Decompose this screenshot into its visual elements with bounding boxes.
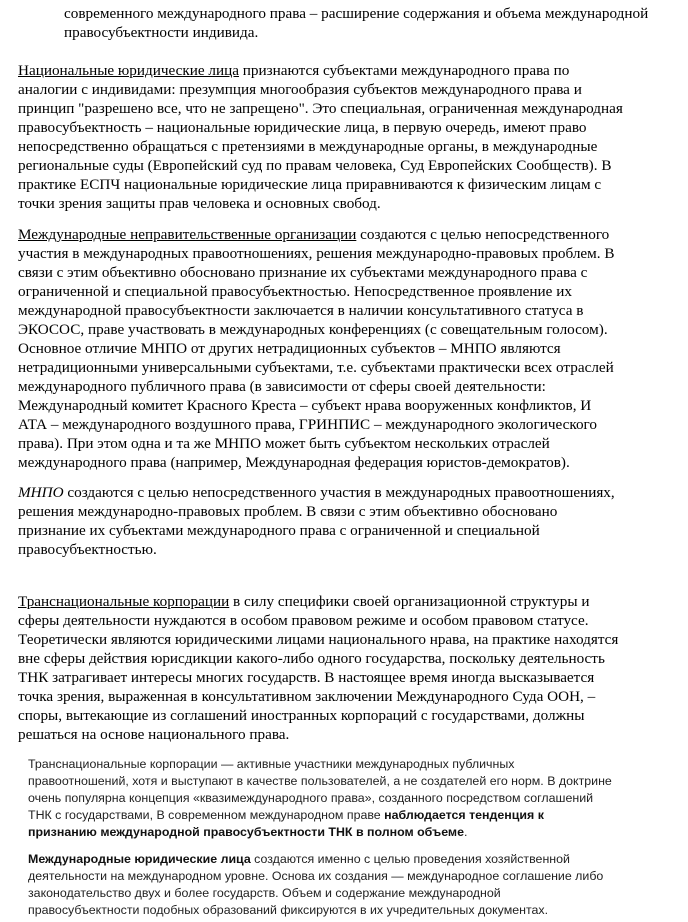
text-fragment: ТНК с государствами, В современном международном праве — [28, 808, 385, 822]
text-line: правосубъектность – национальные юридические лица, в первую очередь, имеют право — [18, 119, 587, 136]
text-line: Теоретически являются юридическими лицами национального нрава, на практике находятся — [18, 631, 619, 648]
paragraph-ngo — [18, 225, 615, 472]
text-line: правосубъектности подобных образований фиксируются в их учредительных документах. — [28, 903, 549, 917]
text-line: Международный комитет Красного Креста – субъект нрава вооруженных конфликтов, И — [18, 397, 592, 414]
text-line: споры, вытекающие из соглашений иностранных корпораций с государствами, должны — [18, 707, 585, 724]
paragraph-top-fragment — [64, 4, 648, 42]
text-line: региональные суды (Европейский суд по правам человека, Суд Европейских Сообществ). В — [18, 157, 612, 174]
text-line: участия в международных правоотношениях, решения международно-правовых проблем. В — [18, 245, 615, 262]
text-line: принцип "разрешено все, что не запрещено". Это специальная, ограниченная международная — [18, 100, 623, 117]
text-line — [18, 61, 623, 80]
text-line: международного публичного права (в зависимости от сферы своей деятельности: — [18, 378, 546, 395]
paragraph-intl-legal-entities — [28, 851, 603, 919]
text-line: точка зрения, выраженная в консультативном заключении Международного Суда ООН, – — [18, 688, 596, 705]
text-line: признание их субъектами международного права с ограниченной и специальной — [18, 522, 540, 539]
text-line: аналогии с индивидами: презумпция многообразия субъектов международного права и — [18, 81, 582, 98]
text-fragment: создаются с целью непосредственного — [356, 226, 610, 243]
term-tnc: Транснациональные корпорации — [18, 593, 230, 610]
text-fragment: признаются субъектами международного права по — [238, 62, 570, 79]
text-line: практике ЕСПЧ национальные юридические лица приравниваются к физическим лицам с — [18, 176, 602, 193]
text-line: законодательство двух и более государств. Объем и содержание международной — [28, 886, 501, 900]
text-line — [18, 592, 618, 611]
paragraph-tnc — [18, 592, 618, 744]
text-line: правосубъектности индивида. — [64, 24, 259, 41]
text-line — [28, 851, 603, 868]
text-line: ТНК затрагивает интересы многих государств. В настоящее время иногда высказывается — [18, 669, 595, 686]
text-line: правоотношений, хотя и выступают в качестве пользователей, а не создателей его норм. В доктрине — [28, 774, 612, 788]
emphasis-recognition: признанию международной правосубъектности ТНК в полном объеме — [28, 825, 464, 839]
text-line: решения международно-правовых проблем. В связи с этим объективно обосновано — [18, 503, 558, 520]
text-line — [28, 807, 612, 824]
text-line: права). При этом одна и та же МНПО может быть субъектом нескольких отраслей — [18, 435, 550, 452]
text-line — [18, 483, 615, 502]
text-fragment: создаются именно с целью проведения хозяйственной — [250, 852, 570, 866]
text-fragment: создаются с целью непосредственного участия в международных правоотношениях, — [63, 484, 615, 501]
text-line: международной правосубъектности заключается в наличии консультативного статуса в — [18, 302, 584, 319]
text-line: нетрадиционными универсальными субъектами, т.е. субъектами практически всех отраслей — [18, 359, 614, 376]
term-mnpo: МНПО — [18, 484, 64, 501]
paragraph-tnc-note — [28, 756, 612, 841]
text-line: сферы деятельности нуждаются в особом правовом режиме и особом правовом статусе. — [18, 612, 589, 629]
text-line: непосредственно обращаться с претензиями в международные органы, в международные — [18, 138, 598, 155]
text-line: точки зрения защиты прав человека и основных свобод. — [18, 195, 381, 212]
text-line: связи с этим объективно обосновано признание их субъектами международного права с — [18, 264, 588, 281]
text-line: международного права (например, Международная федерация юристов-демократов). — [18, 454, 570, 471]
text-line: вне сферы действия юрисдикции какого-либо одного государства, поскольку деятельность — [18, 650, 605, 667]
paragraph-mnpo — [18, 483, 615, 559]
text-line: АТА – международного воздушного права, ГРИНПИС – международного экологического — [18, 416, 597, 433]
text-line: ЭКОСОС, праве участвовать в международных конференциях (с совещательным голосом). — [18, 321, 608, 338]
text-line: деятельности на международном уровне. Основа их создания — международное соглашение либо — [28, 869, 604, 883]
text-line — [28, 824, 612, 841]
term-national-legal-entities: Национальные юридические лица — [18, 62, 239, 79]
text-line: современного международного права – расширение содержания и объема международной — [64, 5, 649, 22]
text-line: ограниченной и специальной правосубъектностью. Непосредственное проявление их — [18, 283, 572, 300]
paragraph-national-legal-entities — [18, 61, 623, 213]
text-line: решаться на основе национального права. — [18, 726, 290, 743]
text-line: очень популярна концепция «квазимеждународного права», созданного посредством соглашений — [28, 791, 594, 805]
term-ngo: Международные неправительственные организации — [18, 226, 357, 243]
text-fragment: . — [464, 825, 468, 839]
term-intl-legal-entities: Международные юридические лица — [28, 852, 251, 866]
text-line — [18, 225, 615, 244]
text-fragment: в силу специфики своей организационной структуры и — [229, 593, 590, 610]
emphasis-trend: наблюдается тенденция к — [384, 808, 544, 822]
text-line: правосубъектностью. — [18, 541, 157, 558]
text-line: Транснациональные корпорации — активные участники международных публичных — [28, 757, 515, 771]
text-line: Основное отличие МНПО от других нетрадиционных субъектов – МНПО являются — [18, 340, 561, 357]
